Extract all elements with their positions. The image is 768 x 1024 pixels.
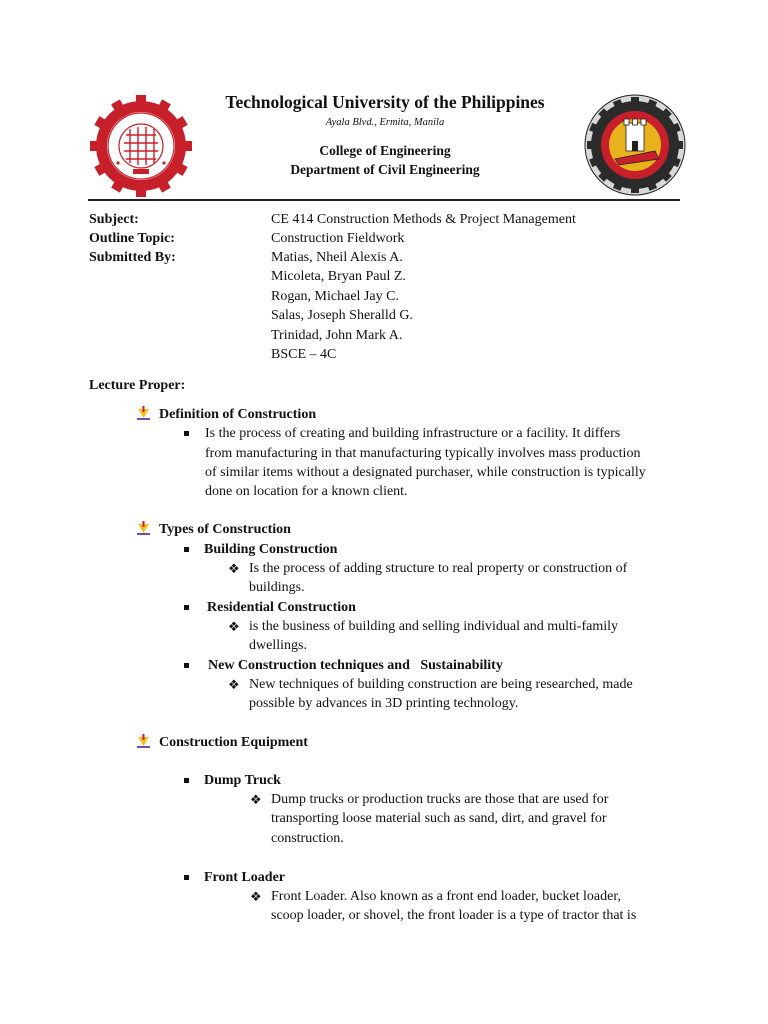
- dump-truck-line: transporting loose material such as sand, dirt, and gravel for: [271, 811, 607, 826]
- definition-line: Is the process of creating and building infrastructure or a facility. It differs: [205, 426, 621, 441]
- university-name: Technological University of the Philippines: [225, 92, 545, 112]
- pushpin-bullet-icon: [136, 521, 151, 536]
- subject-label: Subject:: [89, 212, 139, 227]
- front-loader-line: Front Loader. Also known as a front end loader, bucket loader,: [271, 889, 621, 904]
- square-bullet-icon: [184, 605, 189, 610]
- section-title-definition: Definition of Construction: [159, 407, 317, 422]
- topic-label: Outline Topic:: [89, 231, 175, 246]
- lecture-heading: Lecture Proper:: [89, 378, 186, 393]
- subtopic-new-techniques: New Construction techniques and Sustainability: [208, 658, 503, 673]
- diamond-bullet-icon: ❖: [228, 619, 240, 634]
- diamond-bullet-icon: ❖: [250, 889, 262, 904]
- member-name: Matias, Nheil Alexis A.: [271, 250, 403, 265]
- topic-value: Construction Fieldwork: [271, 231, 405, 246]
- square-bullet-icon: [184, 663, 189, 668]
- pushpin-bullet-icon: [136, 734, 151, 749]
- square-bullet-icon: [184, 431, 189, 436]
- member-name: Rogan, Michael Jay C.: [271, 289, 399, 304]
- section-title-types: Types of Construction: [159, 522, 291, 537]
- university-address: Ayala Blvd., Ermita, Manila: [325, 117, 445, 128]
- section-name: BSCE – 4C: [271, 347, 337, 362]
- diamond-bullet-icon: ❖: [228, 677, 240, 692]
- square-bullet-icon: [184, 778, 189, 783]
- definition-line: done on location for a known client.: [205, 484, 408, 499]
- engineering-seal-icon: [583, 93, 687, 197]
- member-name: Micoleta, Bryan Paul Z.: [271, 269, 406, 284]
- subject-value: CE 414 Construction Methods & Project Management: [271, 212, 576, 227]
- residential-line: dwellings.: [249, 638, 307, 653]
- building-line: buildings.: [249, 580, 305, 595]
- residential-line: is the business of building and selling individual and multi-family: [249, 619, 619, 634]
- subtopic-dump-truck: Dump Truck: [204, 773, 281, 788]
- front-loader-line: scoop loader, or shovel, the front loader is a type of tractor that is: [271, 908, 637, 923]
- building-line: Is the process of adding structure to real property or construction of: [249, 561, 628, 576]
- diamond-bullet-icon: ❖: [250, 792, 262, 807]
- dump-truck-line: construction.: [271, 831, 344, 846]
- subtopic-building: Building Construction: [204, 542, 338, 557]
- member-name: Salas, Joseph Sheralld G.: [271, 308, 413, 323]
- dump-truck-line: Dump trucks or production trucks are those that are used for: [271, 792, 609, 807]
- square-bullet-icon: [184, 547, 189, 552]
- submitted-label: Submitted By:: [89, 250, 176, 265]
- header-divider: [88, 199, 680, 201]
- new-techniques-line: New techniques of building construction are being researched, made: [249, 677, 633, 692]
- member-name: Trinidad, John Mark A.: [271, 328, 403, 343]
- square-bullet-icon: [184, 875, 189, 880]
- subtopic-front-loader: Front Loader: [204, 870, 286, 885]
- tup-seal-icon: [88, 93, 194, 199]
- definition-line: from manufacturing in that manufacturing typically involves mass production: [205, 446, 641, 461]
- college-name: College of Engineering: [319, 143, 451, 158]
- new-techniques-line: possible by advances in 3D printing technology.: [249, 696, 519, 711]
- definition-line: of similar items without a designated purchaser, while construction is typically: [205, 465, 646, 480]
- subtopic-residential: Residential Construction: [207, 600, 356, 615]
- diamond-bullet-icon: ❖: [228, 561, 240, 576]
- department-name: Department of Civil Engineering: [290, 162, 480, 177]
- section-title-equipment: Construction Equipment: [159, 735, 308, 750]
- pushpin-bullet-icon: [136, 406, 151, 421]
